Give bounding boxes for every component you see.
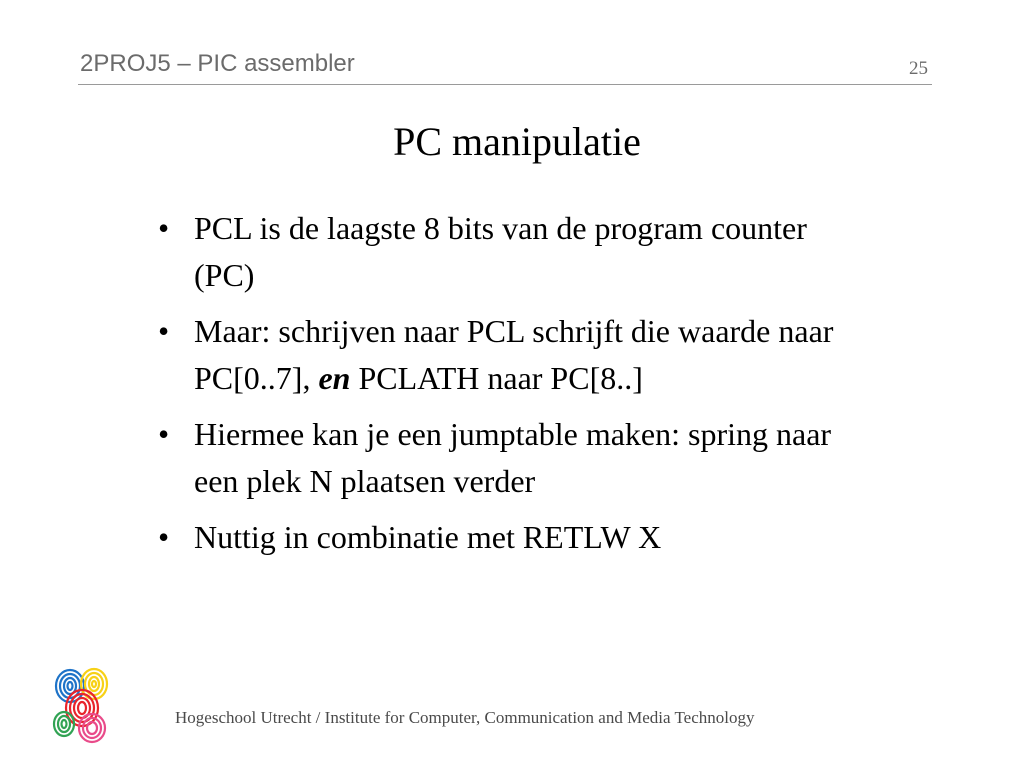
slide-title: PC manipulatie (393, 119, 641, 164)
bullet-text: Hiermee kan je een jumptable maken: spring naar een plek N plaatsen verder (194, 416, 832, 499)
bullet-text-part: PCLATH naar PC[8..] (350, 360, 643, 396)
bullet-list (158, 205, 858, 570)
bullet-item (158, 205, 858, 299)
bullet-text-part: Maar: schrijven naar PCL schrijft die waarde naar PC[0..7], (194, 313, 834, 396)
logo-pink-print (79, 714, 105, 742)
logo-green-print (54, 712, 74, 736)
bullet-item (158, 514, 858, 561)
bullet-item (158, 308, 858, 402)
bullet-marker: • (158, 210, 170, 246)
footer-institution: Hogeschool Utrecht / Institute for Computer, Communication and Media Technology (175, 708, 755, 727)
bullet-text (194, 313, 833, 396)
bullet-text: Nuttig in combinatie met RETLW X (194, 519, 662, 555)
bullet-emphasis: en (318, 360, 351, 396)
bullet-marker: • (158, 416, 170, 452)
bullet-item (158, 411, 858, 505)
presentation-title: 2PROJ5 – PIC assembler (80, 50, 355, 77)
bullet-marker: • (158, 519, 170, 555)
fingerprint-logo-icon (48, 664, 120, 746)
bullet-marker: • (158, 313, 170, 349)
header-divider (78, 84, 932, 85)
bullet-text: PCL is de laagste 8 bits van de program counter (PC) (194, 210, 807, 293)
page-number: 25 (909, 58, 928, 79)
